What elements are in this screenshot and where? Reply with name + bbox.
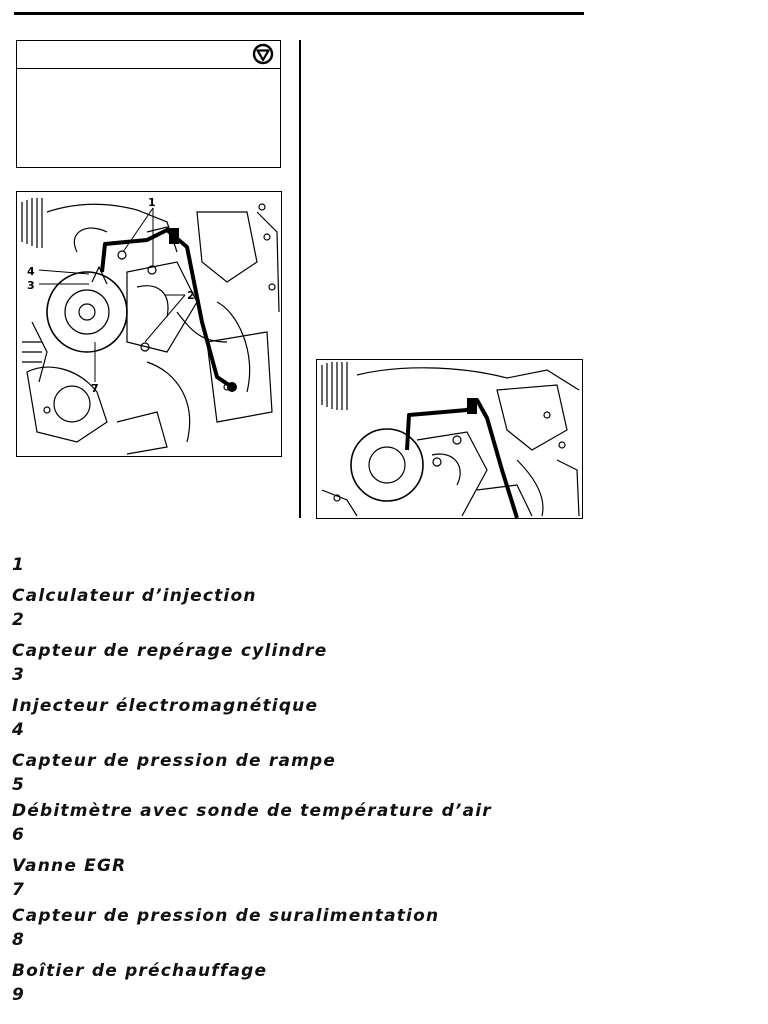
header-rule	[14, 12, 584, 15]
legend-label: Débitmètre avec sonde de température d’air	[12, 801, 492, 821]
note-box	[16, 40, 281, 168]
legend-list	[12, 552, 752, 1006]
engine-diagram	[16, 191, 282, 457]
legend-number: 5	[12, 775, 26, 795]
legend-number: 2	[12, 610, 26, 630]
callout-4: 4	[27, 265, 35, 278]
legend-label: Boîtier de préchauffage	[12, 961, 268, 981]
legend-label: Capteur de pression de suralimentation	[12, 906, 440, 926]
callout-7: 7	[91, 382, 99, 395]
warning-triangle-circle-icon	[252, 43, 274, 65]
legend-number: 4	[12, 720, 26, 740]
engine-drawing	[17, 192, 281, 456]
legend-label: Capteur de pression de rampe	[12, 751, 337, 771]
engine-diagram-detail	[316, 359, 583, 519]
legend-label: Injecteur électromagnétique	[12, 696, 319, 716]
legend-label: Vanne EGR	[12, 856, 127, 876]
legend-number: 1	[12, 555, 26, 575]
callout-2: 2	[187, 289, 195, 302]
legend-number: 3	[12, 665, 26, 685]
engine-drawing-detail	[317, 360, 582, 518]
callout-3: 3	[27, 279, 35, 292]
legend-number: 8	[12, 930, 26, 950]
callout-1: 1	[148, 196, 156, 209]
legend-label: Capteur de repérage cylindre	[12, 641, 328, 661]
column-divider	[299, 40, 301, 518]
note-header	[17, 41, 280, 69]
legend-label: Calculateur d’injection	[12, 586, 257, 606]
legend-number: 6	[12, 825, 26, 845]
legend-number: 7	[12, 880, 26, 900]
legend-number: 9	[12, 985, 26, 1005]
